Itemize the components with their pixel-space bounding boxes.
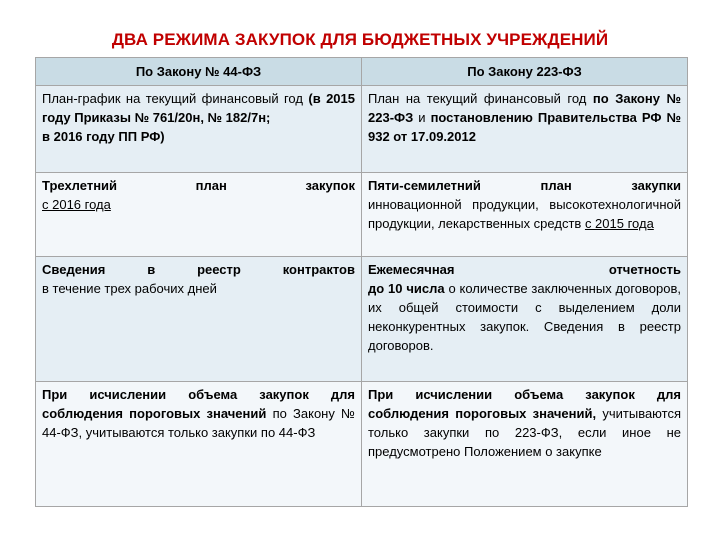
- comparison-table: [35, 57, 688, 507]
- cell-text-bold: При исчислении объема закупок для соблюдения пороговых значений,: [368, 387, 681, 421]
- cell-text: План-график на текущий финансовый год: [42, 91, 303, 106]
- cell-text-bold: Трехлетний план закупок: [42, 178, 355, 193]
- cell-text: учитываются только закупки по 223-ФЗ, если иное не предусмотрено Положением о закупке: [368, 406, 681, 459]
- cell-text-bold: в 2016 году ПП РФ): [42, 129, 165, 144]
- cell-text: в течение трех рабочих дней: [42, 281, 217, 296]
- cell-text: по Закону № 44-ФЗ, учитываются только закупки по 44-ФЗ: [42, 406, 355, 440]
- cell-44fz-plan: [36, 86, 362, 173]
- column-header-223fz: По Закону 223-ФЗ: [362, 58, 688, 86]
- table-row: [36, 173, 688, 257]
- cell-223fz-multiyear: [362, 173, 688, 257]
- cell-text-bold: Пяти-семилетний план закупки: [368, 178, 681, 193]
- cell-text-bold: (в 2015 году Приказы № 761/20н, № 182/7н;: [42, 91, 355, 125]
- cell-text-underlined: с 2015 года: [584, 216, 654, 231]
- table-header-row: [36, 58, 688, 86]
- cell-text-bold: Ежемесячная отчетность: [368, 262, 681, 277]
- page-title: ДВА РЕЖИМА ЗАКУПОК ДЛЯ БЮДЖЕТНЫХ УЧРЕЖДЕНИЙ: [111, 30, 609, 49]
- cell-text: инновационной продукции, высокотехнологичной продукции, лекарственных средств: [368, 197, 681, 231]
- cell-text-bold: по Закону № 223-ФЗ: [368, 91, 681, 125]
- table-row: [36, 257, 688, 382]
- table-row: [36, 382, 688, 507]
- cell-223fz-registry: [362, 257, 688, 382]
- table-row: [36, 86, 688, 173]
- cell-text-underlined: с 2016 года: [42, 197, 111, 212]
- cell-text-bold: постановлению Правительства РФ № 932 от 17.09.2012: [368, 110, 681, 144]
- cell-text-bold: до 10 числа: [368, 281, 445, 296]
- cell-223fz-plan: [362, 86, 688, 173]
- cell-text: и: [418, 110, 426, 125]
- cell-text-bold: Сведения в реестр контрактов: [42, 262, 355, 277]
- column-header-44fz: По Закону № 44-ФЗ: [36, 58, 362, 86]
- cell-44fz-registry: [36, 257, 362, 382]
- cell-text-bold: При исчислении объема закупок для соблюдения пороговых значений: [42, 387, 355, 421]
- cell-text: План на текущий финансовый год: [368, 91, 587, 106]
- cell-44fz-multiyear: [36, 173, 362, 257]
- cell-text: о количестве заключенных договоров, их общей стоимости с выделением доли неконкурентных закупок. Сведения в реестр договоров.: [368, 281, 681, 353]
- cell-44fz-threshold: [36, 382, 362, 507]
- cell-223fz-threshold: [362, 382, 688, 507]
